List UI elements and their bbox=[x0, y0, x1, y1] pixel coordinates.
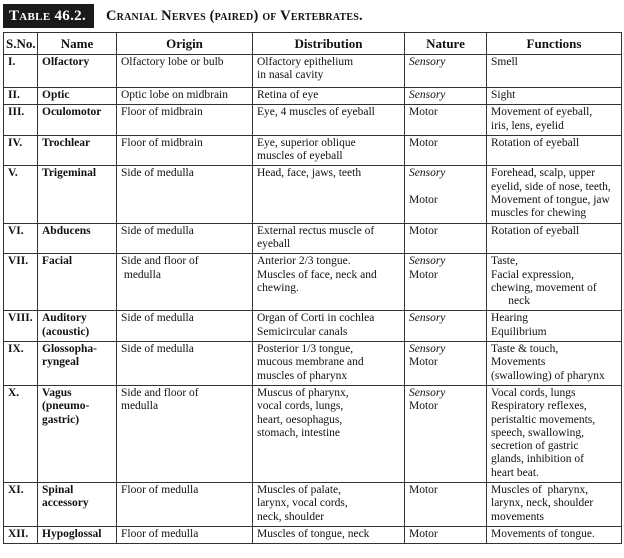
cell-distribution bbox=[253, 223, 405, 254]
name-line: Auditory bbox=[42, 312, 87, 325]
cell-sno: III. bbox=[4, 105, 38, 136]
header-origin: Origin bbox=[117, 33, 253, 55]
cell-sno: I. bbox=[4, 55, 38, 88]
cell-sno: IX. bbox=[4, 342, 38, 386]
cell-distribution bbox=[253, 105, 405, 136]
distribution-line: Anterior 2/3 tongue. bbox=[257, 255, 351, 268]
distribution-line: Eye, 4 muscles of eyeball bbox=[257, 106, 375, 119]
table-row bbox=[4, 254, 622, 311]
functions-line: Movements of tongue. bbox=[491, 527, 595, 540]
functions-line: muscles for chewing bbox=[491, 207, 587, 220]
origin-line: medulla bbox=[121, 268, 161, 281]
table-row bbox=[4, 223, 622, 254]
functions-line: (swallowing) of pharynx bbox=[491, 369, 605, 382]
nature-line: Sensory bbox=[409, 312, 446, 325]
distribution-line: Semicircular canals bbox=[257, 325, 348, 338]
distribution-line: eyeball bbox=[257, 237, 291, 250]
origin-line: Optic lobe on midbrain bbox=[121, 89, 228, 101]
nature-line: Motor bbox=[409, 484, 438, 497]
nature-line: Motor bbox=[409, 224, 438, 237]
distribution-line: neck, shoulder bbox=[257, 510, 325, 523]
table-row bbox=[4, 105, 622, 136]
cell-sno: VI. bbox=[4, 223, 38, 254]
functions-line: Taste & touch, bbox=[491, 343, 559, 356]
name-line: accessory bbox=[42, 497, 89, 510]
name-line: (pneumo- bbox=[42, 400, 90, 413]
cell-nature bbox=[405, 342, 487, 386]
nature-line bbox=[409, 181, 483, 194]
functions-line: peristaltic movements, bbox=[491, 413, 596, 426]
distribution-line: in nasal cavity bbox=[257, 69, 324, 82]
distribution-line: vocal cords, lungs, bbox=[257, 400, 344, 413]
nature-line: Motor bbox=[409, 136, 438, 149]
cell-functions bbox=[487, 526, 622, 543]
functions-line: Rotation of eyeball bbox=[491, 136, 580, 149]
cell-name bbox=[38, 223, 117, 254]
cell-nature bbox=[405, 135, 487, 166]
cell-distribution bbox=[253, 88, 405, 105]
table-row bbox=[4, 342, 622, 386]
name-line: Abducens bbox=[42, 224, 91, 237]
cell-functions bbox=[487, 88, 622, 105]
name-line: (acoustic) bbox=[42, 325, 90, 338]
cell-origin bbox=[117, 166, 253, 223]
functions-line: chewing, movement of bbox=[491, 281, 597, 294]
functions-line: eyelid, side of nose, teeth, bbox=[491, 180, 611, 193]
functions-line: Forehead, scalp, upper bbox=[491, 167, 596, 180]
cell-distribution bbox=[253, 483, 405, 527]
name-line: gastric) bbox=[42, 413, 80, 426]
table-row bbox=[4, 166, 622, 223]
cell-distribution bbox=[253, 342, 405, 386]
functions-line: secretion of gastric bbox=[491, 440, 579, 453]
nature-line: Motor bbox=[409, 193, 438, 206]
table-row bbox=[4, 526, 622, 543]
functions-line: Facial expression, bbox=[491, 268, 575, 281]
functions-line: larynx, neck, shoulder bbox=[491, 497, 594, 510]
header-nature: Nature bbox=[405, 33, 487, 55]
functions-line: Muscles of pharynx, bbox=[491, 484, 589, 497]
name-line: Spinal bbox=[42, 484, 74, 497]
origin-line: Olfactory lobe or bulb bbox=[121, 56, 224, 68]
distribution-line: Muscles of tongue, neck bbox=[257, 527, 370, 540]
cell-functions bbox=[487, 342, 622, 386]
cell-origin bbox=[117, 526, 253, 543]
cell-origin bbox=[117, 88, 253, 105]
nature-line: Sensory bbox=[409, 386, 446, 399]
name-line: ryngeal bbox=[42, 356, 80, 369]
name-line: Trochlear bbox=[42, 136, 91, 149]
cell-origin bbox=[117, 483, 253, 527]
distribution-line: stomach, intestine bbox=[257, 426, 341, 439]
cell-sno: XII. bbox=[4, 526, 38, 543]
table-number: Table 46.2. bbox=[3, 4, 94, 28]
nature-line: Sensory bbox=[409, 56, 446, 68]
distribution-line: muscles of pharynx bbox=[257, 369, 348, 382]
distribution-line: larynx, vocal cords, bbox=[257, 497, 348, 510]
cell-nature bbox=[405, 55, 487, 88]
cell-distribution bbox=[253, 55, 405, 88]
functions-line: movements bbox=[491, 510, 545, 523]
header-row bbox=[4, 33, 622, 55]
cell-origin bbox=[117, 55, 253, 88]
name-line: Hypoglossal bbox=[42, 527, 102, 540]
functions-line: iris, lens, eyelid bbox=[491, 119, 564, 132]
cell-name bbox=[38, 483, 117, 527]
origin-line: Side of medulla bbox=[121, 167, 194, 180]
cell-origin bbox=[117, 311, 253, 342]
functions-line: glands, inhibition of bbox=[491, 453, 584, 466]
origin-line: Side and floor of bbox=[121, 386, 199, 399]
cell-name bbox=[38, 254, 117, 311]
table-caption bbox=[3, 4, 363, 28]
functions-line: Hearing bbox=[491, 312, 529, 325]
cell-functions bbox=[487, 483, 622, 527]
name-line: Vagus bbox=[42, 386, 72, 399]
distribution-line: chewing. bbox=[257, 281, 299, 294]
cell-name bbox=[38, 88, 117, 105]
cell-functions bbox=[487, 385, 622, 482]
cell-origin bbox=[117, 254, 253, 311]
cell-nature bbox=[405, 223, 487, 254]
cell-nature bbox=[405, 166, 487, 223]
table-row bbox=[4, 311, 622, 342]
name-line: Glossopha- bbox=[42, 343, 97, 356]
cell-functions bbox=[487, 135, 622, 166]
distribution-line: Posterior 1/3 tongue, bbox=[257, 343, 354, 356]
cell-name bbox=[38, 166, 117, 223]
functions-line: Movement of tongue, jaw bbox=[491, 194, 610, 207]
table-row bbox=[4, 385, 622, 482]
cell-distribution bbox=[253, 254, 405, 311]
nature-line: Sensory bbox=[409, 343, 446, 356]
distribution-line: Olfactory epithelium bbox=[257, 56, 354, 68]
cell-name bbox=[38, 342, 117, 386]
table-body bbox=[4, 55, 622, 544]
origin-line: Side of medulla bbox=[121, 312, 194, 325]
cell-functions bbox=[487, 254, 622, 311]
distribution-line: heart, oesophagus, bbox=[257, 413, 343, 426]
distribution-line: Muscles of face, neck and bbox=[257, 268, 377, 281]
name-line: Facial bbox=[42, 255, 73, 268]
name-line: Oculomotor bbox=[42, 106, 102, 119]
cell-nature bbox=[405, 88, 487, 105]
origin-line: Floor of midbrain bbox=[121, 106, 203, 119]
cell-functions bbox=[487, 223, 622, 254]
cell-functions bbox=[487, 166, 622, 223]
distribution-line: External rectus muscle of bbox=[257, 224, 375, 237]
nature-line: Sensory bbox=[409, 255, 446, 268]
cell-sno: II. bbox=[4, 88, 38, 105]
cell-sno: V. bbox=[4, 166, 38, 223]
origin-line: Floor of medulla bbox=[121, 484, 199, 497]
cell-sno: VII. bbox=[4, 254, 38, 311]
cell-name bbox=[38, 526, 117, 543]
cell-functions bbox=[487, 55, 622, 88]
cell-name bbox=[38, 55, 117, 88]
functions-line: Equilibrium bbox=[491, 325, 547, 338]
cell-origin bbox=[117, 223, 253, 254]
functions-line: Vocal cords, lungs bbox=[491, 386, 576, 399]
cell-distribution bbox=[253, 135, 405, 166]
cell-sno: X. bbox=[4, 385, 38, 482]
table-row bbox=[4, 483, 622, 527]
header-functions: Functions bbox=[487, 33, 622, 55]
nature-line: Sensory bbox=[409, 167, 446, 180]
functions-line: Movement of eyeball, bbox=[491, 106, 593, 119]
origin-line: Side and floor of bbox=[121, 255, 199, 268]
functions-line: heart beat. bbox=[491, 466, 539, 479]
name-line: Olfactory bbox=[42, 56, 90, 68]
functions-line: Sight bbox=[491, 89, 516, 101]
cell-functions bbox=[487, 105, 622, 136]
cell-name bbox=[38, 135, 117, 166]
distribution-line: muscles of eyeball bbox=[257, 150, 343, 163]
functions-line: neck bbox=[491, 295, 530, 308]
cell-origin bbox=[117, 385, 253, 482]
table-title: Cranial Nerves (paired) of Vertebrates. bbox=[106, 7, 363, 24]
nature-line: Motor bbox=[409, 106, 438, 119]
table-row bbox=[4, 55, 622, 88]
cell-distribution bbox=[253, 311, 405, 342]
nature-line: Motor bbox=[409, 400, 438, 413]
cell-sno: XI. bbox=[4, 483, 38, 527]
table-row bbox=[4, 135, 622, 166]
functions-line: Movements bbox=[491, 356, 546, 369]
cell-name bbox=[38, 385, 117, 482]
distribution-line: Eye, superior oblique bbox=[257, 136, 356, 149]
cell-functions bbox=[487, 311, 622, 342]
name-line: Optic bbox=[42, 89, 70, 101]
cell-sno: IV. bbox=[4, 135, 38, 166]
distribution-line: Muscles of palate, bbox=[257, 484, 341, 497]
cell-nature bbox=[405, 254, 487, 311]
distribution-line: mucous membrane and bbox=[257, 356, 364, 369]
table-row bbox=[4, 88, 622, 105]
cell-distribution bbox=[253, 526, 405, 543]
functions-line: Respiratory reflexes, bbox=[491, 400, 587, 413]
cranial-nerves-table bbox=[3, 32, 622, 544]
distribution-line: Head, face, jaws, teeth bbox=[257, 167, 362, 180]
functions-line: Taste, bbox=[491, 255, 518, 268]
cell-origin bbox=[117, 135, 253, 166]
cell-nature bbox=[405, 526, 487, 543]
cell-sno: VIII. bbox=[4, 311, 38, 342]
cell-nature bbox=[405, 483, 487, 527]
nature-line: Motor bbox=[409, 527, 438, 540]
header-distribution: Distribution bbox=[253, 33, 405, 55]
origin-line: Floor of medulla bbox=[121, 527, 199, 540]
origin-line: Floor of midbrain bbox=[121, 136, 203, 149]
functions-line: Rotation of eyeball bbox=[491, 224, 580, 237]
cell-distribution bbox=[253, 385, 405, 482]
functions-line: speech, swallowing, bbox=[491, 426, 584, 439]
distribution-line: Retina of eye bbox=[257, 89, 319, 101]
cell-name bbox=[38, 311, 117, 342]
nature-line: Motor bbox=[409, 356, 438, 369]
header-name: Name bbox=[38, 33, 117, 55]
origin-line: Side of medulla bbox=[121, 343, 194, 356]
distribution-line: Organ of Corti in cochlea bbox=[257, 312, 375, 325]
header-sno: S.No. bbox=[4, 33, 38, 55]
cell-distribution bbox=[253, 166, 405, 223]
name-line: Trigeminal bbox=[42, 167, 97, 180]
cell-nature bbox=[405, 385, 487, 482]
cell-nature bbox=[405, 105, 487, 136]
nature-line: Motor bbox=[409, 268, 438, 281]
cell-nature bbox=[405, 311, 487, 342]
nature-line: Sensory bbox=[409, 89, 446, 101]
origin-line: Side of medulla bbox=[121, 224, 194, 237]
cell-origin bbox=[117, 342, 253, 386]
functions-line: Smell bbox=[491, 56, 518, 68]
cell-name bbox=[38, 105, 117, 136]
origin-line: medulla bbox=[121, 400, 159, 413]
distribution-line: Muscus of pharynx, bbox=[257, 386, 349, 399]
cell-origin bbox=[117, 105, 253, 136]
